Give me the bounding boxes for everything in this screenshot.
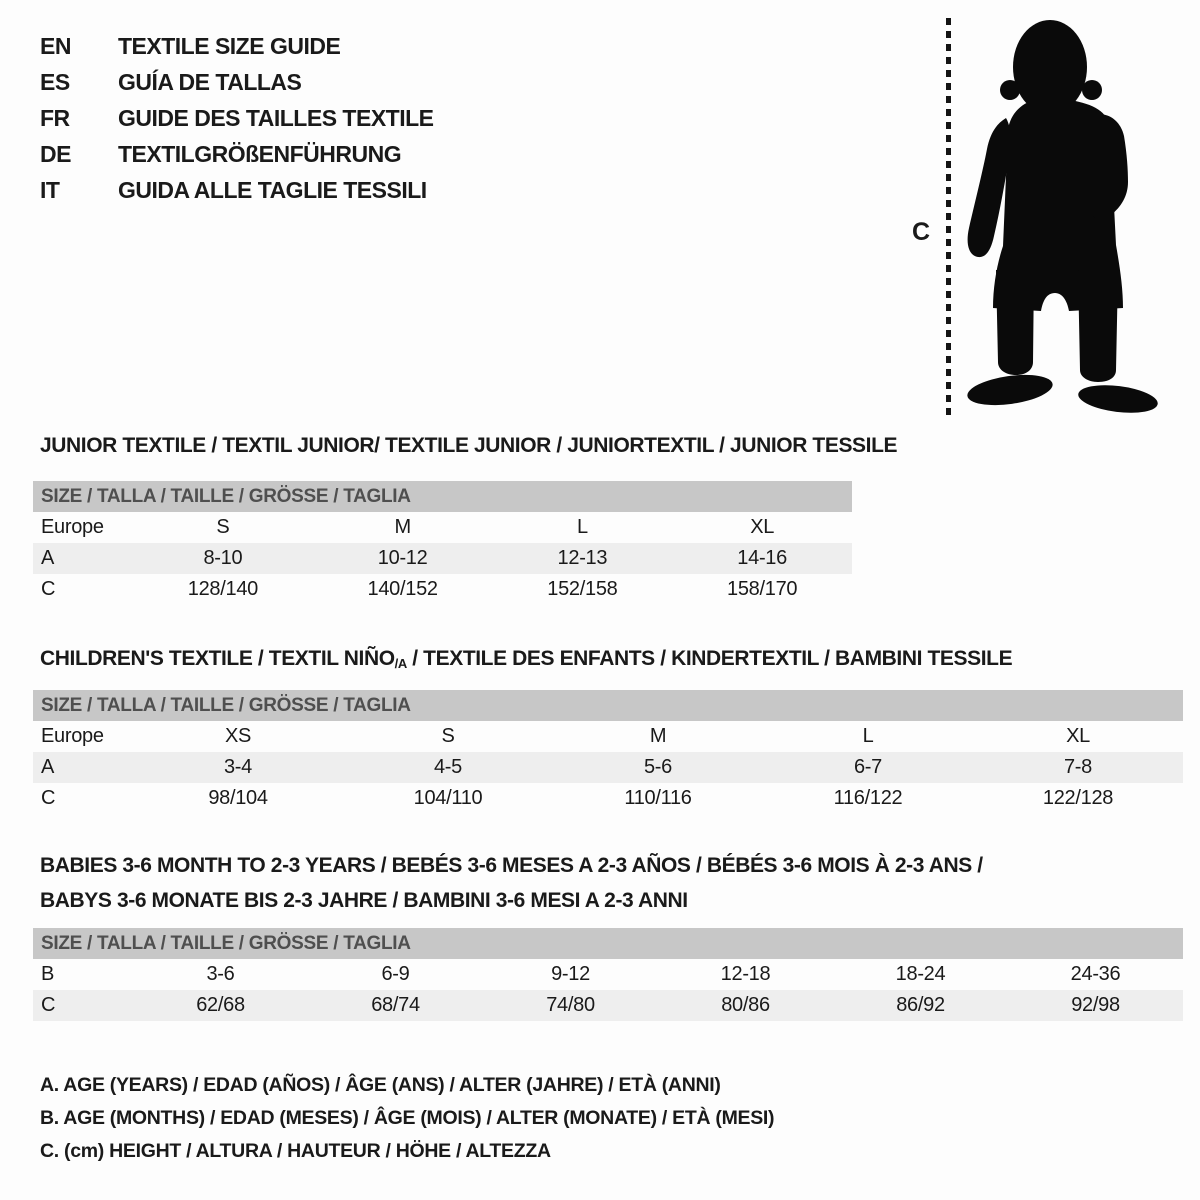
legend-line-b: B. AGE (MONTHS) / EDAD (MESES) / ÂGE (MOIS) / ALTER (MONATE) / ETÀ (MESI) [40, 1107, 775, 1129]
age-cell: 9-12 [551, 963, 590, 985]
junior-size-header-bar: SIZE / TALLA / TAILLE / GRÖSSE / TAGLIA [33, 481, 852, 512]
size-cell: M [649, 725, 667, 747]
age-cell: 7-8 [1063, 756, 1092, 778]
age-cell: 18-24 [895, 963, 946, 985]
age-cell: 3-6 [206, 963, 235, 985]
height-cell: 116/122 [833, 787, 903, 809]
junior-size-table [33, 481, 852, 605]
babies-size-table [33, 928, 1183, 1021]
height-cell: 104/110 [413, 787, 483, 809]
age-cell: 24-36 [1070, 963, 1121, 985]
height-cell: 122/128 [1042, 787, 1114, 809]
babies-title-line2: BABYS 3-6 MONATE BIS 2-3 JAHRE / BAMBINI 3-6 MESI A 2-3 ANNI [40, 889, 688, 912]
row-label: C [41, 994, 56, 1016]
size-cell: S [216, 516, 230, 538]
language-title-block [40, 28, 434, 208]
table-row [33, 990, 1183, 1021]
children-title-sub: /A [394, 656, 407, 671]
size-cell: XL [1066, 725, 1090, 747]
age-cell: 3-4 [223, 756, 252, 778]
height-cell: 98/104 [208, 787, 268, 809]
height-cell: 128/140 [187, 578, 258, 600]
table-row [33, 959, 1183, 990]
size-cell: XS [224, 725, 252, 747]
row-label: Europe [41, 725, 104, 747]
lang-row-en [40, 28, 434, 64]
lang-row-fr [40, 100, 434, 136]
size-cell: L [862, 725, 874, 747]
age-cell: 12-18 [720, 963, 771, 985]
legend-line-c: C. (cm) HEIGHT / ALTURA / HAUTEUR / HÖHE / ALTEZZA [40, 1140, 551, 1162]
age-cell: 4-5 [433, 756, 462, 778]
age-cell: 8-10 [203, 547, 243, 569]
lang-title: GUIDE DES TAILLES TEXTILE [118, 104, 434, 131]
table-row [33, 783, 1183, 814]
height-cell: 140/152 [367, 578, 438, 600]
row-label: A [41, 756, 55, 778]
lang-row-de [40, 136, 434, 172]
size-cell: M [394, 516, 411, 538]
table-row [33, 512, 852, 543]
size-cell: L [576, 516, 588, 538]
height-cell: 86/92 [896, 994, 945, 1016]
junior-section-title: JUNIOR TEXTILE / TEXTIL JUNIOR/ TEXTILE JUNIOR / JUNIORTEXTIL / JUNIOR TESSILE [40, 434, 898, 457]
table-row [33, 721, 1183, 752]
height-cell: 152/158 [547, 578, 618, 600]
lang-code: FR [40, 104, 70, 131]
size-cell: XL [750, 516, 775, 538]
age-cell: 14-16 [737, 547, 787, 569]
legend-block [40, 1074, 774, 1173]
height-cell: 80/86 [721, 994, 770, 1016]
lang-row-it [40, 172, 434, 208]
height-cell: 62/68 [196, 994, 245, 1016]
lang-code: IT [40, 176, 60, 203]
lang-code: DE [40, 140, 71, 167]
table-row [33, 752, 1183, 783]
lang-title: GUIDA ALLE TAGLIE TESSILI [118, 176, 427, 203]
height-cell: 74/80 [546, 994, 595, 1016]
row-label: Europe [41, 516, 104, 538]
age-cell: 6-7 [853, 756, 882, 778]
lang-code: ES [40, 68, 70, 95]
age-cell: 10-12 [377, 547, 428, 569]
lang-title: TEXTILE SIZE GUIDE [118, 32, 341, 59]
table-row [33, 543, 852, 574]
height-cell: 110/116 [624, 787, 692, 809]
lang-title: GUÍA DE TALLAS [118, 68, 302, 95]
lang-title: TEXTILGRÖßENFÜHRUNG [118, 140, 402, 167]
row-label: C [41, 578, 56, 600]
legend-line-a: A. AGE (YEARS) / EDAD (AÑOS) / ÂGE (ANS) / ALTER (JAHRE) / ETÀ (ANNI) [40, 1074, 721, 1096]
lang-row-es [40, 64, 434, 100]
age-cell: 6-9 [381, 963, 410, 985]
height-measure-label: C [912, 218, 931, 246]
age-cell: 5-6 [643, 756, 672, 778]
children-size-header-bar: SIZE / TALLA / TAILLE / GRÖSSE / TAGLIA [33, 690, 1183, 721]
babies-section-title [40, 848, 983, 918]
children-title-part: / TEXTILE DES ENFANTS / KINDERTEXTIL / BAMBINI TESSILE [406, 647, 1013, 670]
size-cell: S [441, 725, 455, 747]
babies-title-line1: BABIES 3-6 MONTH TO 2-3 YEARS / BEBÉS 3-6 MESES A 2-3 AÑOS / BÉBÉS 3-6 MOIS À 2-3 ANS / [40, 854, 983, 877]
table-row [33, 574, 852, 605]
row-label: A [41, 547, 55, 569]
children-title-part: CHILDREN'S TEXTILE / TEXTIL NIÑO [40, 647, 395, 670]
babies-size-header-bar: SIZE / TALLA / TAILLE / GRÖSSE / TAGLIA [33, 928, 1183, 959]
height-cell: 68/74 [371, 994, 420, 1016]
toddler-silhouette [950, 10, 1160, 415]
row-label: C [41, 787, 56, 809]
height-cell: 158/170 [727, 578, 798, 600]
row-label: B [41, 963, 55, 985]
age-cell: 12-13 [557, 547, 608, 569]
children-size-table [33, 690, 1183, 814]
lang-code: EN [40, 32, 71, 59]
children-section-title [40, 647, 1012, 671]
height-cell: 92/98 [1071, 994, 1120, 1016]
